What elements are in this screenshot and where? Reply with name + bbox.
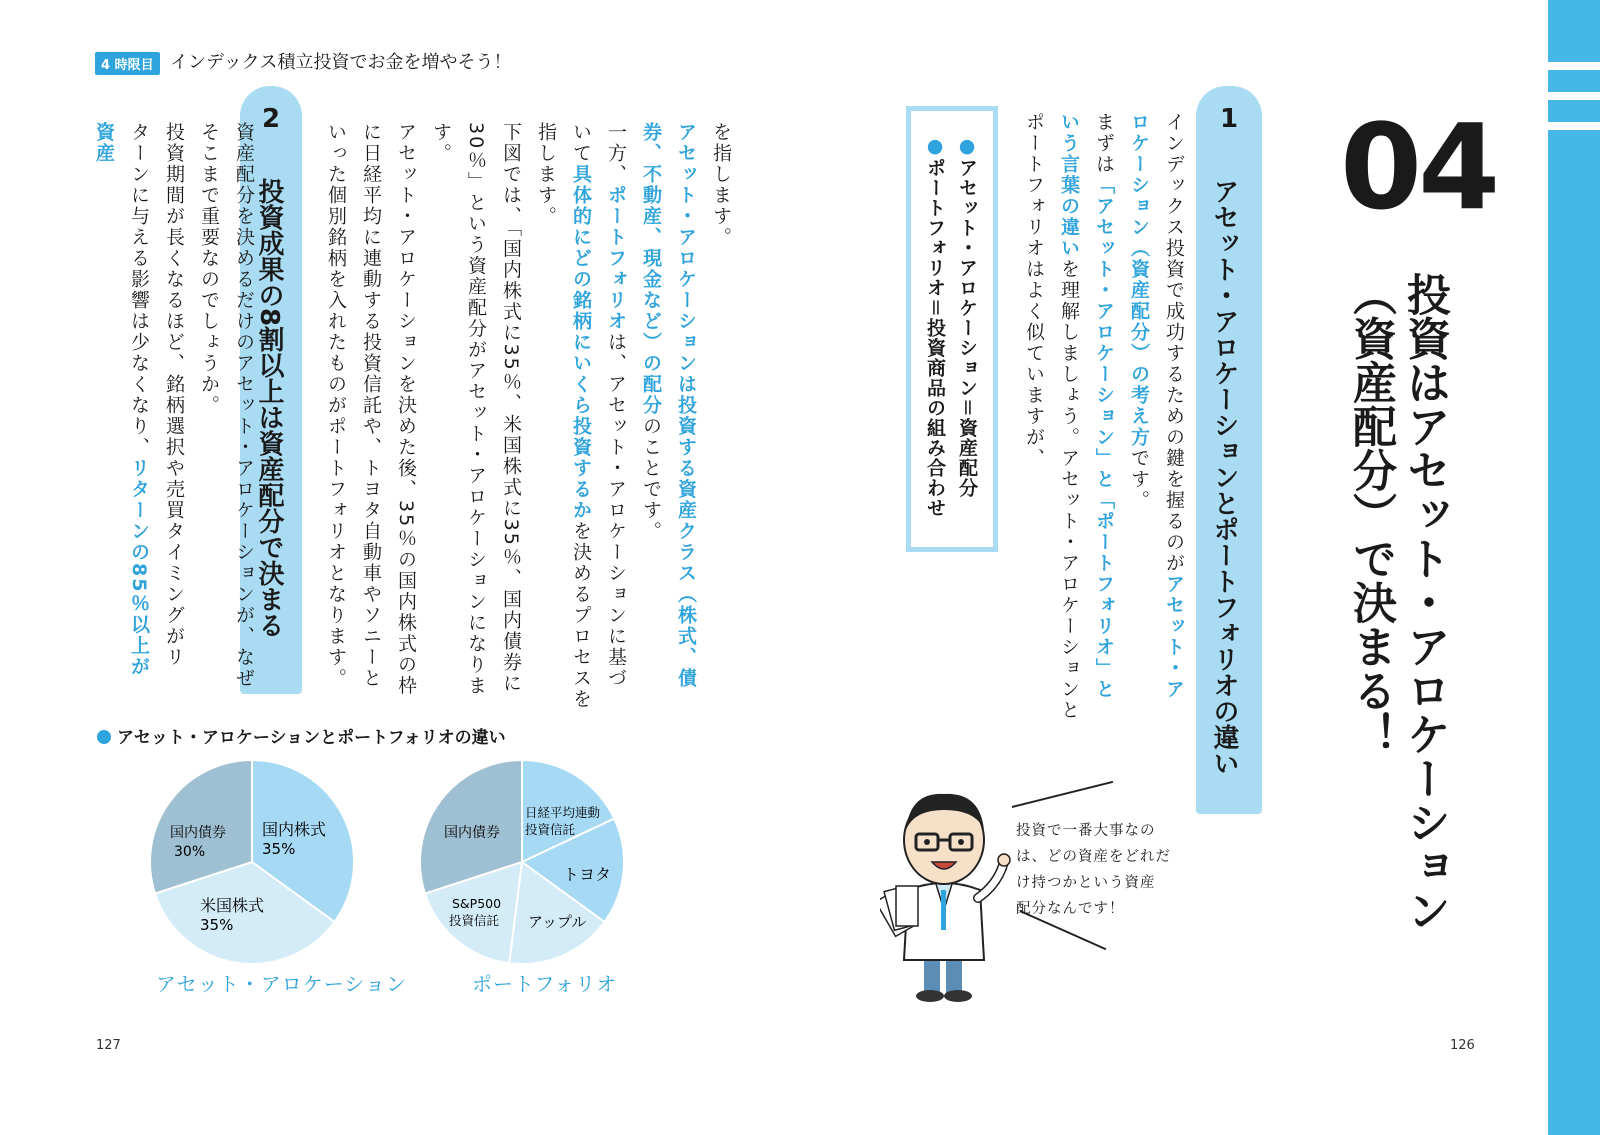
pie-value: 30% <box>174 844 206 860</box>
body-line: ポートフォリオはよく似ていますが、 <box>1023 112 1045 469</box>
pie-label: アップル <box>528 913 587 931</box>
body-line: 指します。 <box>535 122 557 227</box>
pie-value: 35% <box>200 916 234 934</box>
body-line: 30％」という資産配分がアセット・アロケーションになります。 <box>430 122 487 697</box>
pie-label: 投資信託 <box>449 913 500 928</box>
body-line: アセット・アロケーションを決めた後、35％の国内株式の枠 <box>395 122 417 697</box>
section-1-body <box>1016 112 1191 732</box>
chapter-tag: 4 時限目 <box>95 52 160 75</box>
body-line: に日経平均に連動する投資信託や、トヨタ自動車やソニーと <box>360 122 382 689</box>
pie-value: 35% <box>262 840 296 858</box>
pie-label: トヨタ <box>563 865 612 884</box>
body-line: まずは「アセット・アロケーション」と「ポートフォリオ」と <box>1093 112 1115 700</box>
page-edge-tab <box>1548 0 1600 1135</box>
speech-bubble <box>1016 818 1171 922</box>
body-line: ロケーション（資産配分）の考え方です。 <box>1128 112 1150 511</box>
body-line: いて具体的にどの銘柄にいくら投資するかを決めるプロセスを <box>570 122 592 710</box>
definition-item: ●アセット・アロケーション＝資産配分 <box>956 135 978 499</box>
allocation-pie <box>150 760 354 964</box>
speech-line: け持つかという資産 <box>1016 875 1156 891</box>
running-header: インデックス積立投資でお金を増やそう！ <box>170 52 512 73</box>
pie-label: 日経平均連動 <box>525 805 601 820</box>
definition-item: ●ポートフォリオ＝投資商品の組み合わせ <box>924 135 946 519</box>
page-number-left: 127 <box>96 1038 121 1053</box>
section-1-header <box>1196 86 1262 814</box>
pie-label: 国内債券 <box>444 825 500 841</box>
pie-label: 国内債券 <box>170 825 226 841</box>
left-page-body <box>318 122 738 722</box>
body-line: 券、不動産、現金など）の配分のことです。 <box>640 122 662 542</box>
body-line: そこまで重要なのでしょうか。 <box>198 122 220 416</box>
edge-stripe <box>1548 122 1600 130</box>
speech-line: 投資で一番大事なの <box>1016 823 1156 839</box>
body-line: ターンに与える影響は少なくなり、リターンの85％以上が資産 <box>93 122 150 678</box>
pie-label: S&P500 <box>452 896 502 911</box>
speech-line: 配分なんです！ <box>1016 901 1125 917</box>
body-line: アセット・アロケーションは投資する資産クラス（株式、債 <box>675 122 697 689</box>
portfolio-pie <box>420 760 624 964</box>
edge-stripe <box>1548 62 1600 70</box>
chart-caption: アセット・アロケーションとポートフォリオの違い <box>97 723 506 748</box>
definition-box <box>906 106 998 552</box>
body-line: を指します。 <box>710 122 732 248</box>
chart-title: ポートフォリオ <box>472 972 618 996</box>
pie-label: 米国株式 <box>200 896 265 915</box>
body-line: 投資期間が長くなるほど、銘柄選択や売買タイミングがリ <box>163 122 185 668</box>
chapter-title-line-1: 投資はアセット・アロケーション <box>1399 272 1450 932</box>
section-number: 1 <box>1219 104 1239 134</box>
edge-stripe <box>1548 92 1600 100</box>
speech-line: は、どの資産をどれだ <box>1016 849 1171 865</box>
chapter-title-line-2: （資産配分）で決まる！ <box>1345 272 1396 756</box>
section-heading: アセット・アロケーションとポートフォリオの違い <box>1209 178 1239 776</box>
bullet-icon <box>97 730 111 744</box>
body-line: インデックス投資で成功するための鍵を握るのがアセット・ア <box>1163 112 1185 700</box>
body-line: いった個別銘柄を入れたものがポートフォリオとなります。 <box>325 122 347 689</box>
pie-label: 国内株式 <box>262 820 327 839</box>
body-line: 下図では、「国内株式に35％、米国株式に35％、国内債券に <box>500 122 522 694</box>
body-line: いう言葉の違いを理解しましょう。アセット・アロケーションと <box>1058 112 1080 721</box>
body-line: 一方、ポートフォリオは、アセット・アロケーションに基づ <box>605 122 627 689</box>
pie-label: 投資信託 <box>525 822 576 837</box>
page-number-right: 126 <box>1450 1038 1475 1053</box>
section-2-body <box>86 122 261 697</box>
section-heading: 投資成果の8割以上は資産配分で決まる <box>254 178 284 639</box>
teacher-illustration <box>880 780 1030 1005</box>
chart-title: アセット・アロケーション <box>156 972 407 996</box>
body-line: 資産配分を決めるだけのアセット・アロケーションが、なぜ <box>233 122 255 689</box>
section-number: 2 <box>261 104 281 134</box>
chapter-number: 04 <box>1340 98 1497 236</box>
